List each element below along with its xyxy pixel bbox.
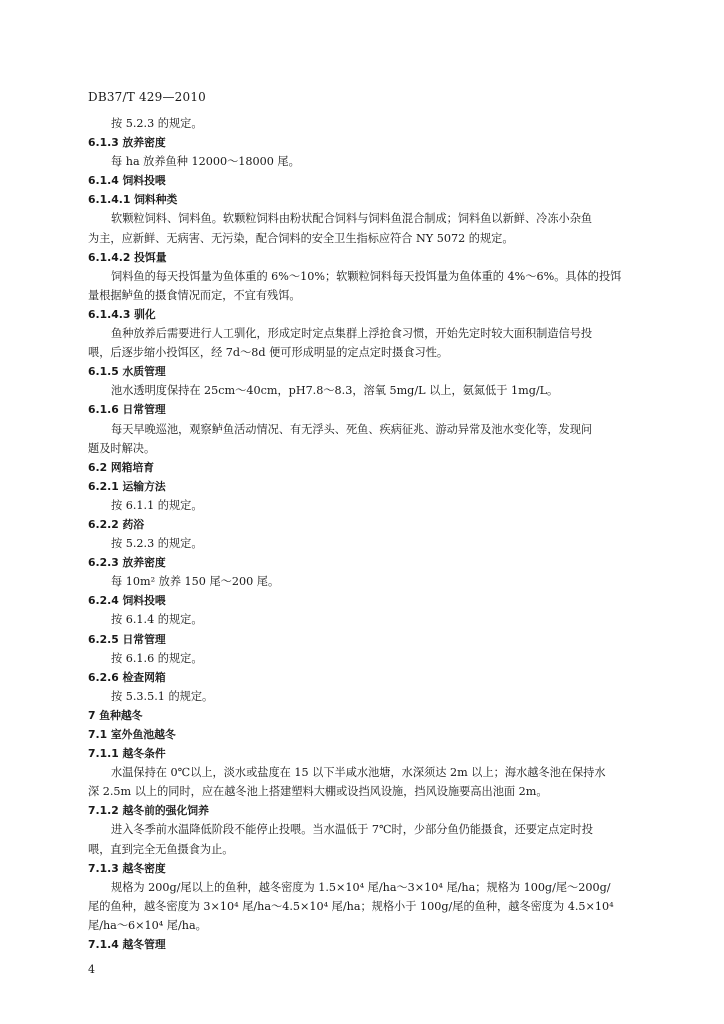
paragraph-line: 水温保持在 0℃以上，淡水或盐度在 15 以下半咸水池塘，水深须达 2m 以上；海水越冬池在保持水 <box>111 766 606 780</box>
paragraph-line: 量根据鲈鱼的摄食情况而定，不宜有残饵。 <box>88 288 301 302</box>
paragraph-line: 尾的鱼种，越冬密度为 3×10⁴ 尾/ha～4.5×10⁴ 尾/ha；规格小于 100g/尾的鱼种，越冬密度为 4.5×10⁴ <box>88 899 614 913</box>
paragraph-line: 鱼种放养后需要进行人工驯化，形成定时定点集群上浮抢食习惯，开始先定时较大面积制造信号投 <box>111 327 593 341</box>
section-heading: 6.1.4 饲料投喂 <box>88 174 166 188</box>
paragraph-line: 进入冬季前水温降低阶段不能停止投喂。当水温低于 7℃时，少部分鱼仍能摄食，还要定点定时投 <box>111 823 593 837</box>
paragraph-line: 按 6.1.4 的规定。 <box>111 613 203 627</box>
section-heading: 6.2.1 运输方法 <box>88 479 166 493</box>
paragraph-line: 每 ha 放养鱼种 12000～18000 尾。 <box>111 155 300 169</box>
section-heading: 7.1.3 越冬密度 <box>88 861 166 875</box>
section-heading: 6.1.5 水质管理 <box>88 365 166 379</box>
paragraph-line: 每 10m² 放养 150 尾～200 尾。 <box>111 575 280 589</box>
paragraph-line: 池水透明度保持在 25cm～40cm，pH7.8～8.3，溶氧 5mg/L 以上，氨氮低于 1mg/L。 <box>111 384 559 398</box>
section-heading: 6.2.2 药浴 <box>88 517 145 531</box>
paragraph-line: 喂，直到完全无鱼摄食为止。 <box>88 842 234 856</box>
section-heading: 7.1.2 越冬前的强化饲养 <box>88 804 209 818</box>
paragraph-line: 按 6.1.6 的规定。 <box>111 651 203 665</box>
section-heading: 6.1.4.2 投饵量 <box>88 250 167 264</box>
document-body <box>88 114 658 954</box>
section-heading: 7.1.4 越冬管理 <box>88 938 166 952</box>
section-heading: 6.2.4 饲料投喂 <box>88 594 166 608</box>
section-heading: 6.1.3 放养密度 <box>88 136 166 150</box>
paragraph-line: 饲料鱼的每天投饵量为鱼体重的 6%～10%；软颗粒饲料每天投饵量为鱼体重的 4%～6%。具体的投饵 <box>111 269 622 283</box>
section-heading: 6.1.6 日常管理 <box>88 403 166 417</box>
paragraph-line: 按 6.1.1 的规定。 <box>111 498 203 512</box>
section-heading: 7.1 室外鱼池越冬 <box>88 728 176 741</box>
paragraph-line: 尾/ha～6×10⁴ 尾/ha。 <box>88 918 207 932</box>
section-heading: 6.2 网箱培育 <box>88 460 155 474</box>
paragraph-line: 规格为 200g/尾以上的鱼种，越冬密度为 1.5×10⁴ 尾/ha～3×10⁴ 尾/ha；规格为 100g/尾～200g/ <box>111 880 611 894</box>
section-heading: 6.1.4.1 饲料种类 <box>88 193 178 207</box>
paragraph-line: 按 5.3.5.1 的规定。 <box>111 689 214 703</box>
paragraph-line: 软颗粒饲料、饲料鱼。软颗粒饲料由粉状配合饲料与饲料鱼混合制成；饲料鱼以新鲜、冷冻小杂鱼 <box>111 212 593 226</box>
section-heading: 7 鱼种越冬 <box>88 708 143 722</box>
paragraph-line: 题及时解决。 <box>88 441 156 455</box>
section-heading: 6.1.4.3 驯化 <box>88 307 156 321</box>
paragraph-line: 按 5.2.3 的规定。 <box>111 537 203 551</box>
paragraph-line: 按 5.2.3 的规定。 <box>111 117 203 130</box>
section-heading: 6.2.6 检查网箱 <box>88 670 166 684</box>
paragraph-line: 为主，应新鲜、无病害、无污染，配合饲料的安全卫生指标应符合 NY 5072 的规定。 <box>88 231 514 245</box>
page-number: 4 <box>88 963 95 976</box>
paragraph-line: 深 2.5m 以上的同时，应在越冬池上搭建塑料大棚或设挡风设施，挡风设施要高出池面 2m。 <box>88 785 548 799</box>
document-header: DB37/T 429—2010 <box>88 90 207 104</box>
section-heading: 6.2.3 放养密度 <box>88 556 166 570</box>
paragraph-line: 每天早晚巡池，观察鲈鱼活动情况、有无浮头、死鱼、疾病征兆、游动异常及池水变化等，发现问 <box>111 422 593 436</box>
paragraph-line: 喂，后逐步缩小投饵区，经 7d～8d 便可形成明显的定点定时摄食习性。 <box>88 346 449 360</box>
section-heading: 6.2.5 日常管理 <box>88 632 166 646</box>
section-heading: 7.1.1 越冬条件 <box>88 747 166 761</box>
